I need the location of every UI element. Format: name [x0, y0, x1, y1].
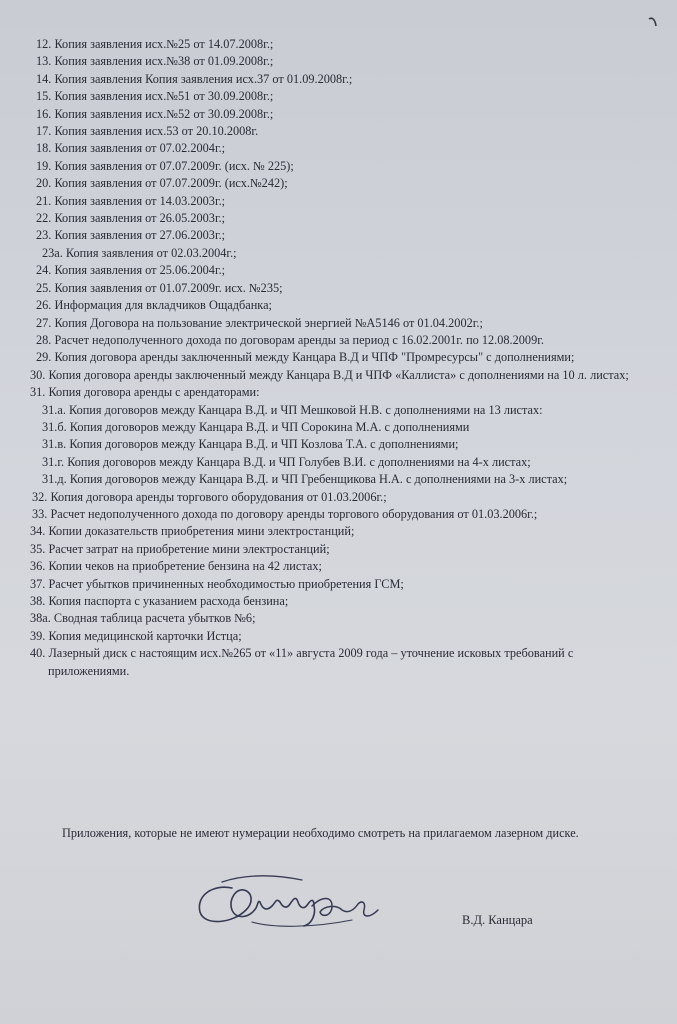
list-item-text: Копия заявления исх.№52 от 30.09.2008г.; — [54, 106, 274, 121]
list-item-text: Копия заявления от 01.07.2009г. исх. №235; — [54, 280, 283, 295]
list-item — [0, 419, 677, 436]
list-item — [0, 367, 677, 384]
list-item-text: Расчет убытков причиненных необходимостью приобретения ГСМ; — [48, 576, 404, 591]
list-item — [0, 402, 677, 419]
list-item-number: 27. — [36, 315, 52, 330]
list-item-text: Расчет затрат на приобретение мини электростанций; — [48, 541, 330, 556]
list-item-number: 31.а. — [42, 402, 66, 417]
list-item-text: Копия заявления от 14.03.2003г.; — [54, 193, 226, 208]
list-item-number: 30. — [30, 367, 46, 382]
list-item-text: Копия договоров между Канцара В.Д. и ЧП Козлова Т.А. с дополнениями; — [69, 437, 459, 452]
list-item-number: 31.г. — [42, 454, 65, 469]
list-item-number: 34. — [30, 524, 46, 539]
list-item-text: Копии чеков на приобретение бензина на 42 листах; — [48, 559, 322, 574]
list-item — [0, 71, 677, 88]
list-item-text: Копия медицинской карточки Истца; — [48, 628, 242, 643]
list-item — [0, 106, 677, 123]
list-item-number: 21. — [36, 193, 52, 208]
list-item-number: 19. — [36, 158, 52, 173]
list-item-text: Сводная таблица расчета убытков №6; — [53, 611, 256, 626]
list-item-text: Копия договора аренды заключенный между Канцара В.Д и ЧПФ "Промресурсы" с дополнениями; — [54, 350, 575, 365]
list-item-text: Копия договоров между Канцара В.Д. и ЧП Мешковой Н.В. с дополнениями на 13 листах: — [68, 402, 543, 417]
list-item-text: Информация для вкладчиков Ощадбанка; — [54, 298, 272, 313]
list-item-number: 33. — [32, 506, 48, 521]
list-item — [0, 576, 677, 593]
list-item-text: Копия заявления от 25.06.2004г.; — [54, 263, 226, 278]
attachments-list — [0, 36, 677, 680]
handwritten-signature — [192, 866, 402, 946]
list-item-number: 15. — [36, 89, 52, 104]
list-item-number: 25. — [36, 280, 52, 295]
list-item-text: Копия заявления от 07.07.2009г. (исх.№242); — [54, 176, 288, 191]
list-item — [0, 523, 677, 540]
list-item-text: Копия заявления от 07.07.2009г. (исх. № 225); — [54, 158, 294, 173]
list-item-text: Копия паспорта с указанием расхода бензина; — [48, 594, 289, 608]
list-item — [0, 36, 677, 53]
list-item-number: 12. — [36, 37, 52, 51]
list-item-text: Копия договоров между Канцара В.Д. и ЧП Сорокина М.А. с дополнениями — [69, 419, 470, 434]
list-item-text: Копия договора аренды заключенный между Канцара В.Д и ЧПФ «Каллиста» с дополнениями на 10 л. листах; — [48, 367, 629, 382]
list-item-text: Копия заявления от 27.06.2003г.; — [54, 228, 226, 243]
list-item — [0, 297, 677, 314]
list-item — [0, 262, 677, 279]
list-item — [0, 315, 677, 332]
corner-mark — [646, 15, 660, 29]
list-item-number: 31.д. — [42, 472, 67, 487]
list-item-number: 14. — [36, 71, 52, 86]
list-item-text: Копия заявления исх.№51 от 30.09.2008г.; — [54, 89, 274, 104]
list-item-text: Копия заявления от 02.03.2004г.; — [65, 245, 237, 260]
list-item-number: 35. — [30, 541, 46, 556]
list-item — [0, 436, 677, 453]
list-item-number: 24. — [36, 263, 52, 278]
list-item — [0, 384, 677, 401]
list-item-text: Копия заявления исх.53 от 20.10.2008г. — [54, 124, 259, 139]
list-item-number: 38а. — [30, 611, 51, 626]
list-item — [0, 280, 677, 297]
list-item-text: Копия договора аренды торгового оборудования от 01.03.2006г.; — [50, 489, 387, 504]
list-item — [0, 332, 677, 349]
list-item-number: 36. — [30, 559, 46, 574]
list-item — [0, 123, 677, 140]
list-item — [0, 227, 677, 244]
list-item-number: 17. — [36, 124, 52, 139]
list-item — [0, 88, 677, 105]
list-item-text: Копии доказательств приобретения мини электростанций; — [48, 524, 355, 539]
list-item-text: Копия Договора на пользование электрической энергией №А5146 от 01.04.2002г.; — [54, 315, 483, 330]
list-item — [0, 610, 677, 627]
signer-name: В.Д. Канцара — [462, 913, 533, 927]
list-item-text: Копия договоров между Канцара В.Д. и ЧП Гребенщикова Н.А. с дополнениями на 3-х листах; — [69, 472, 568, 487]
list-item-number: 18. — [36, 141, 52, 156]
list-item-text: Расчет недополученного дохода по договорам аренды за период с 16.02.2001г. по 12.08.2009г. — [54, 332, 544, 347]
list-item — [0, 593, 677, 610]
list-item — [0, 158, 677, 175]
list-item — [0, 506, 677, 523]
list-item — [0, 210, 677, 227]
list-item-text: Лазерный диск с настоящим исх.№265 от «11» августа 2009 года – уточнение исковых требований с приложениями. — [48, 646, 574, 678]
list-item-number: 38. — [30, 594, 46, 608]
list-item-number: 23а. — [42, 245, 63, 260]
list-item — [0, 245, 677, 262]
list-item-number: 20. — [36, 176, 52, 191]
list-item-number: 26. — [36, 298, 52, 313]
note-paragraph: Приложения, которые не имеют нумерации необходимо смотреть на прилагаемом лазерном диске. — [62, 826, 579, 840]
list-item-text: Копия заявления исх.№25 от 14.07.2008г.; — [54, 37, 274, 51]
list-item-number: 31.в. — [42, 437, 67, 452]
list-item-number: 39. — [30, 628, 46, 643]
list-item-number: 29. — [36, 350, 52, 365]
list-item-number: 22. — [36, 211, 52, 226]
list-item — [0, 193, 677, 210]
list-item — [0, 471, 677, 488]
list-item-text: Расчет недополученного дохода по договору аренды торгового оборудования от 01.03.2006г.; — [50, 506, 538, 521]
list-item — [0, 541, 677, 558]
list-item — [0, 645, 677, 680]
list-item — [0, 349, 677, 366]
list-item-text: Копия заявления от 26.05.2003г.; — [54, 211, 226, 226]
list-item — [0, 489, 677, 506]
list-item-text: Копия договоров между Канцара В.Д. и ЧП Голубев В.И. с дополнениями на 4-х листах; — [67, 454, 531, 469]
list-item-number: 23. — [36, 228, 52, 243]
list-item-number: 13. — [36, 54, 52, 69]
list-item — [0, 175, 677, 192]
list-item — [0, 454, 677, 471]
list-item — [0, 628, 677, 645]
list-item — [0, 140, 677, 157]
list-item-number: 31.б. — [42, 419, 67, 434]
list-item-number: 32. — [32, 489, 48, 504]
list-item-text: Копия заявления от 07.02.2004г.; — [54, 141, 226, 156]
list-item — [0, 558, 677, 575]
list-item-number: 28. — [36, 332, 52, 347]
list-item-text: Копия заявления Копия заявления исх.37 от 01.09.2008г.; — [54, 71, 353, 86]
list-item-text: Копия договора аренды с арендаторами: — [48, 385, 260, 400]
list-item — [0, 53, 677, 70]
list-item-number: 37. — [30, 576, 46, 591]
list-item-number: 40. — [30, 646, 46, 661]
list-item-number: 31. — [30, 385, 46, 400]
list-item-text: Копия заявления исх.№38 от 01.09.2008г.; — [54, 54, 274, 69]
list-item-number: 16. — [36, 106, 52, 121]
